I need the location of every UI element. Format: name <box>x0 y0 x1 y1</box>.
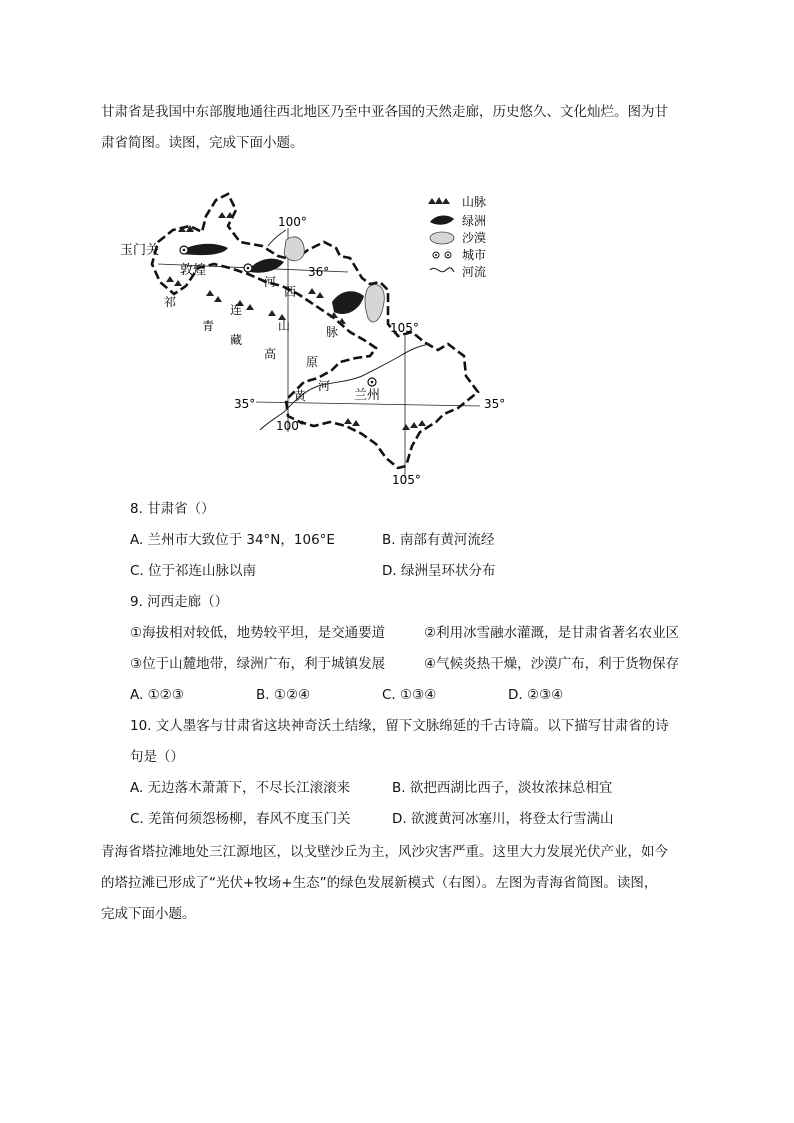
label-plateau-2: 藏 <box>230 333 243 347</box>
q9-option-b: B. ①②④ <box>256 687 311 703</box>
q9-option-a: A. ①②③ <box>130 687 184 703</box>
intro-line-1: 甘肃省是我国中东部腹地通往西北地区乃至中亚各国的天然走廊，历史悠久、文化灿烂。图为甘 <box>101 104 668 120</box>
q8-option-c: C. 位于祁连山脉以南 <box>130 563 257 579</box>
desert-north <box>284 237 304 261</box>
label-lon105-top: 105° <box>390 321 419 335</box>
label-yellow-river-1: 黄 <box>294 389 307 403</box>
legend-mountain-label: 山脉 <box>462 195 487 209</box>
oasis-dunhuang-area <box>182 244 228 255</box>
label-plateau-3: 高 <box>264 347 277 361</box>
q9-statement-1: ①海拔相对较低，地势较平坦，是交通要道 <box>130 625 386 641</box>
label-lon105-bottom: 105° <box>392 473 421 486</box>
river-icon <box>430 268 454 272</box>
q9-stem: 9. 河西走廊（） <box>130 594 229 610</box>
q9-option-c: C. ①③④ <box>382 687 437 703</box>
desert-icon <box>430 232 454 244</box>
q9-statement-4: ④气候炎热干燥，沙漠广布，利于货物保存 <box>424 656 680 672</box>
oasis-zhangye-area <box>250 259 284 273</box>
label-qilian-2: 连 <box>230 303 243 317</box>
city-dunhuang <box>244 264 252 272</box>
label-lat36: 36° <box>308 265 330 279</box>
oasis-wuwei-area <box>332 291 364 314</box>
next-line-2: 的塔拉滩已形成了“光伏+牧场+生态”的绿色发展新模式（右图）。左图为青海省简图。读图， <box>101 875 658 891</box>
desert-east <box>365 284 384 322</box>
label-dunhuang: 敦煌 <box>180 263 207 278</box>
legend-desert-label: 沙漠 <box>462 231 487 245</box>
legend-city-label: 城市 <box>462 248 487 262</box>
intro-line-2: 肃省简图。读图，完成下面小题。 <box>101 135 304 151</box>
q8-stem: 8. 甘肃省（） <box>130 501 215 517</box>
q9-option-d: D. ②③④ <box>508 687 564 703</box>
oasis-icon <box>430 216 454 225</box>
map-legend <box>428 195 486 279</box>
q8-option-d: D. 绿洲呈环状分布 <box>382 563 496 579</box>
next-line-1: 青海省塔拉滩地处三江源地区，以戈壁沙丘为主，风沙灾害严重。这里大力发展光伏产业，如今 <box>101 844 668 860</box>
next-line-3: 完成下面小题。 <box>101 906 196 922</box>
province-border <box>152 194 478 468</box>
label-qilian-3: 山 <box>278 319 291 333</box>
label-hexi-2: 西 <box>284 285 297 299</box>
yellow-river <box>260 344 430 430</box>
q10-option-b: B. 欲把西湖比西子，淡妆浓抹总相宜 <box>392 780 613 796</box>
q8-option-b: B. 南部有黄河流经 <box>382 532 495 548</box>
label-qilian-4: 脉 <box>326 325 339 339</box>
label-plateau-4: 原 <box>306 355 319 369</box>
label-qilian-1: 祁 <box>164 295 177 309</box>
q9-statement-2: ②利用冰雪融水灌溉，是甘肃省著名农业区 <box>424 625 680 641</box>
q8-option-a: A. 兰州市大致位于 34°N，106°E <box>130 532 335 548</box>
label-yellow-river-2: 河 <box>318 379 331 393</box>
legend-oasis-label: 绿洲 <box>462 214 487 228</box>
q10-stem-line-2: 句是（） <box>130 749 184 765</box>
label-lon100-bottom: 100° <box>276 419 305 433</box>
q10-option-a: A. 无边落木萧萧下，不尽长江滚滚来 <box>130 780 351 796</box>
city-icon <box>433 252 451 258</box>
mountain-icon <box>428 197 450 204</box>
label-lat35-right: 35° <box>484 397 506 411</box>
label-hexi-1: 河 <box>264 275 277 289</box>
label-lon100-top: 100° <box>278 215 307 229</box>
gansu-map-svg <box>118 186 508 486</box>
q10-stem-line-1: 10. 文人墨客与甘肃省这块神奇沃土结缘，留下文脉绵延的千古诗篇。以下描写甘肃省的诗 <box>130 718 669 734</box>
legend-river-label: 河流 <box>462 265 487 279</box>
label-lat35-left: 35° <box>234 397 256 411</box>
label-lanzhou: 兰州 <box>354 388 381 403</box>
q9-statement-3: ③位于山麓地带，绿洲广布，利于城镇发展 <box>130 656 386 672</box>
label-plateau-1: 青 <box>202 319 215 333</box>
gansu-map <box>118 186 508 486</box>
label-yumenguan: 玉门关 <box>120 243 160 258</box>
q10-option-c: C. 羌笛何须怨杨柳，春风不度玉门关 <box>130 811 351 827</box>
city-yumenguan <box>180 246 188 254</box>
river-north <box>268 230 286 246</box>
q10-option-d: D. 欲渡黄河冰塞川，将登太行雪满山 <box>392 811 614 827</box>
city-lanzhou <box>368 378 376 386</box>
